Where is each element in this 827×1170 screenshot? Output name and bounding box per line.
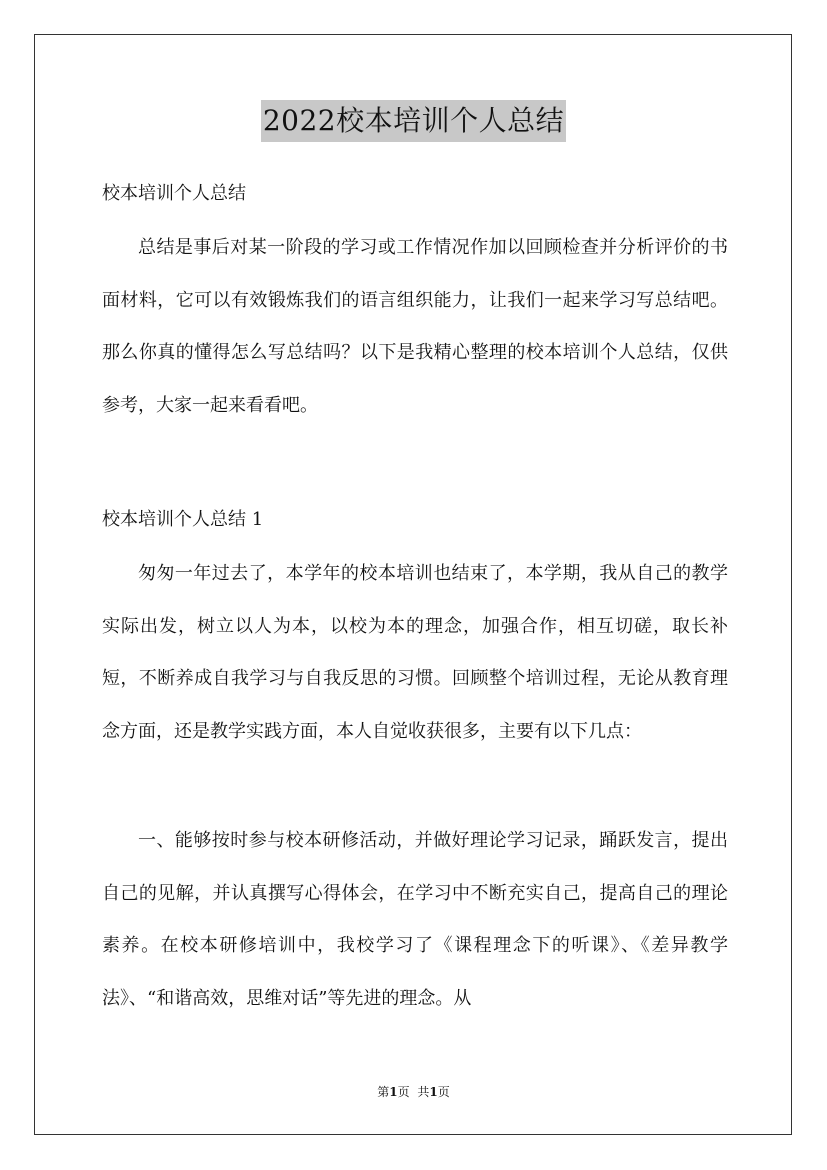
- section-1-heading: 校本培训个人总结 1: [102, 509, 264, 530]
- footer-page-prefix: 第: [377, 1085, 390, 1099]
- document-title: 2022校本培训个人总结: [261, 100, 566, 142]
- section-1-paragraph-1: 匆匆一年过去了，本学年的校本培训也结束了，本学期，我从自己的教学实际出发，树立以人为本，以校为本的理念，加强合作，相互切磋，取长补短，不断养成自我学习与自我反思的习惯。回顾整个培训过程，无论从教育理念方面，还是教学实践方面，本人自觉收获很多，主要有以下几点：: [102, 563, 728, 742]
- page-footer: [0, 1084, 827, 1100]
- title-container: [0, 100, 827, 142]
- footer-total-suffix: 页: [437, 1085, 450, 1099]
- footer-page-suffix: 页: [397, 1085, 410, 1099]
- intro-paragraph: 总结是事后对某一阶段的学习或工作情况作加以回顾检查并分析评价的书面材料，它可以有效锻炼我们的语言组织能力，让我们一起来学习写总结吧。那么你真的懂得怎么写总结吗？以下是我精心整理的校本培训个人总结，仅供参考，大家一起来看看吧。: [102, 237, 728, 416]
- footer-page-number: 1: [389, 1085, 398, 1099]
- footer-total-prefix: 共: [417, 1085, 430, 1099]
- document-subtitle: 校本培训个人总结: [102, 183, 246, 204]
- section-1-paragraph-2: 一、能够按时参与校本研修活动，并做好理论学习记录，踊跃发言，提出自己的见解，并认真撰写心得体会，在学习中不断充实自己，提高自己的理论素养。在校本研修培训中，我校学习了《课程理念下的听课》、《差异教学法》、“和谐高效，思维对话”等先进的理念。从: [102, 830, 728, 1009]
- footer-total-number: 1: [429, 1085, 438, 1099]
